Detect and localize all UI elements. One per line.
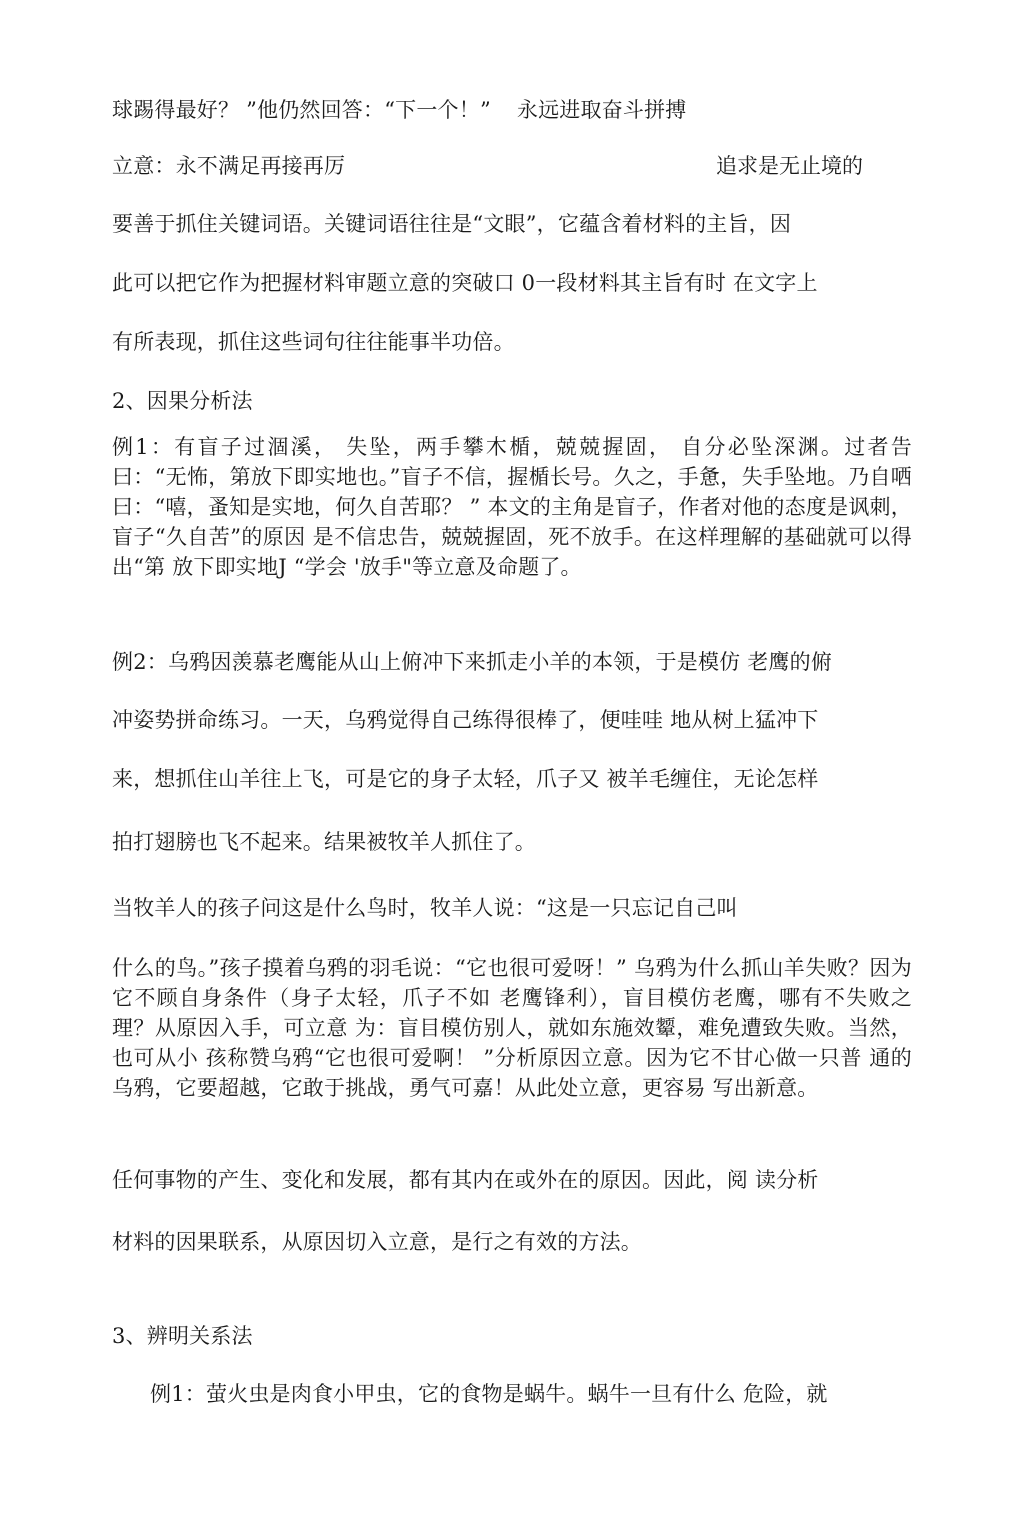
cause-paragraph-line-1: 任何事物的产生、变化和发展，都有其内在或外在的原因。因此，阅 读分析 — [112, 1168, 819, 1192]
keyword-paragraph-line-3: 有所表现，抓住这些词句往往能事半功倍。 — [112, 330, 515, 354]
keyword-paragraph-line-2: 此可以把它作为把握材料审题立意的突破口 0一段材料其主旨有时 在文字上 — [112, 271, 818, 295]
example-3-line-1: 例1：萤火虫是肉食小甲虫，它的食物是蜗牛。蜗牛一旦有什么 危险，就 — [150, 1382, 828, 1406]
line2-text: 立意：永不满足再接再厉 — [112, 154, 346, 178]
example-2-line-2: 冲姿势拼命练习。一天，乌鸦觉得自己练得很棒了，便哇哇 地从树上猛冲下 — [112, 708, 819, 732]
cause-paragraph-line-2: 材料的因果联系，从原因切入立意，是行之有效的方法。 — [112, 1230, 642, 1254]
example-2-line-3: 来，想抓住山羊往上飞，可是它的身子太轻，爪子又 被羊毛缠住，无论怎样 — [112, 767, 819, 791]
text-line-1 — [112, 96, 912, 124]
example-2-analysis-paragraph: 什么的鸟。”孩子摸着乌鸦的羽毛说：“它也很可爱呀！” 乌鸦为什么抓山羊失败？因为它不顾自身条件（身子太轻，爪子不如 老鹰锋利），盲目模仿老鹰，哪有不失败之理？从原因入手，可立意 为：盲目模仿别人，就如东施效颦，难免遭致失败。当然，也可从小 孩称赞乌鸦“它也很可爱啊！ ”分析原因立意。因为它不甘心做一只普 通的乌鸦，它要超越，它敢于挑战，勇气可嘉！从此处立意，更容易 写出新意。 — [112, 956, 912, 1100]
example-2-line-4: 拍打翅膀也飞不起来。结果被牧羊人抓住了。 — [112, 830, 536, 854]
section-heading-3: 3、辨明关系法 — [112, 1324, 253, 1348]
line1-text: 球踢得最好？ ”他仍然回答：“下一个！” — [112, 98, 491, 122]
keyword-paragraph-line-1: 要善于抓住关键词语。关键词语往往是“文眼”，它蕴含着材料的主旨，因 — [112, 212, 792, 236]
line2-right-note: 追求是无止境的 — [716, 154, 863, 178]
example-2-line-5: 当牧羊人的孩子问这是什么鸟时，牧羊人说：“这是一只忘记自己叫 — [112, 896, 738, 920]
line1-right-note: 永远进取奋斗拼搏 — [516, 98, 687, 122]
section-heading-2: 2、因果分析法 — [112, 389, 253, 413]
example-1-paragraph: 例1：有盲子过涸溪， 失坠，两手攀木楯，兢兢握固， 自分必坠深渊。过者告曰：“无怖，第放下即实地也。”盲子不信，握楯长号。久之，手惫，失手坠地。乃自哂曰：“嘻，蚤知是实地，何久自苦耶？ ” 本文的主角是盲子，作者对他的态度是讽刺，盲子“久自苦”的原因 是不信忠告，兢兢握固，死不放手。在这样理解的基础就可以得出“第 放下即实地J “学会 '放手"等立意及命题了。 — [112, 435, 912, 579]
example-2-line-1: 例2：乌鸦因羡慕老鹰能从山上俯冲下来抓走小羊的本领，于是模仿 老鹰的俯 — [112, 650, 833, 674]
